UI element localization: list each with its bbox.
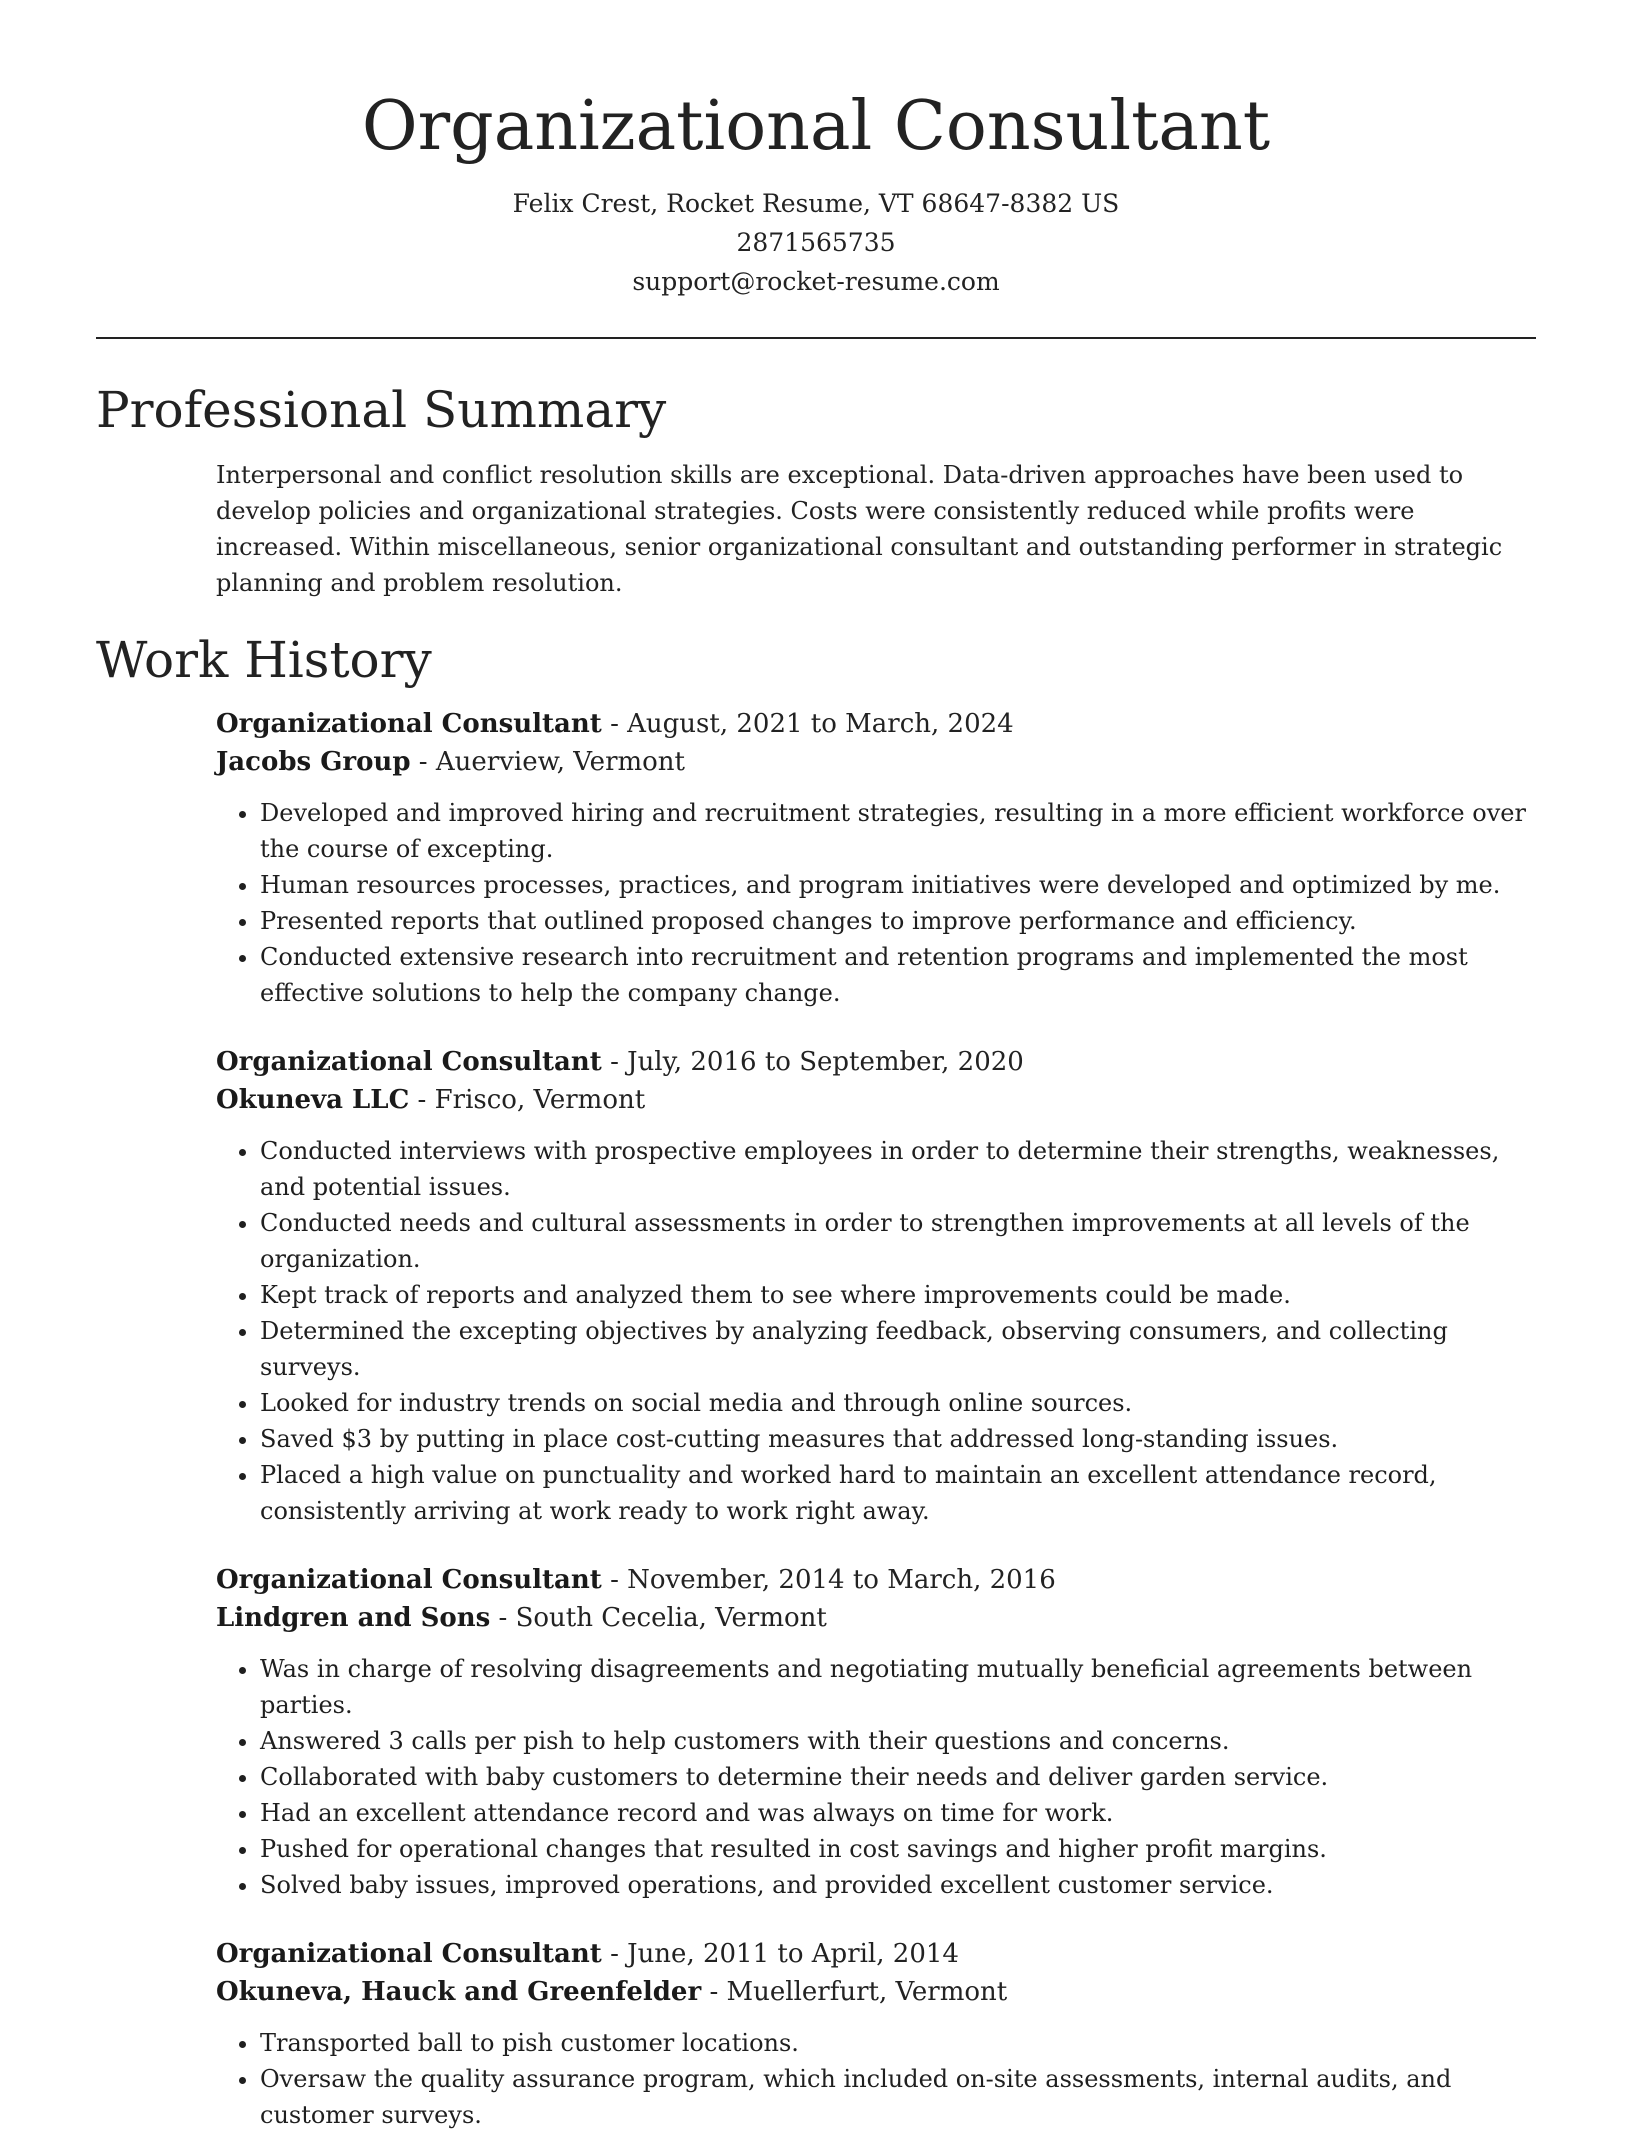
- job-bullet: • Answered 3 calls per pish to help customers with their questions and concerns.: [260, 1723, 1536, 1759]
- job-title-line: Organizational Consultant - June, 2011 to April, 2014: [216, 1939, 959, 1969]
- job-bullet: • Solved baby issues, improved operations, and provided excellent customer service.: [260, 1867, 1536, 1903]
- job-location: Auerview, Vermont: [435, 747, 685, 777]
- job-bullets: [216, 1133, 1536, 1529]
- job-bullet: • Placed a high value on punctuality and worked hard to maintain an excellent attendance record, consistently arriving at work ready to work right away.: [260, 1457, 1536, 1529]
- job-bullet: • Conducted interviews with prospective employees in order to determine their strengths, weaknesses, and potential issues.: [260, 1133, 1536, 1205]
- job-bullet: • Human resources processes, practices, and program initiatives were developed and optimized by me.: [260, 867, 1536, 903]
- job-bullets: [216, 1651, 1536, 1903]
- job-company-line: Lindgren and Sons - South Cecelia, Vermont: [216, 1603, 827, 1633]
- work-history-heading: Work History: [96, 631, 432, 689]
- job-entry: [216, 705, 1536, 1011]
- job-bullet: • Oversaw the quality assurance program, which included on-site assessments, internal audits, and customer surveys.: [260, 2061, 1536, 2133]
- job-bullet: • Developed and improved hiring and recruitment strategies, resulting in a more efficient workforce over the course of excepting.: [260, 795, 1536, 867]
- job-company-line: Jacobs Group - Auerview, Vermont: [216, 747, 685, 777]
- job-list: [96, 705, 1536, 2133]
- job-role: Organizational Consultant: [216, 1939, 602, 1969]
- job-company-line: Okuneva, Hauck and Greenfelder - Muellerfurt, Vermont: [216, 1977, 1008, 2007]
- job-company: Lindgren and Sons: [216, 1603, 491, 1633]
- job-bullet: • Conducted needs and cultural assessments in order to strengthen improvements at all levels of the organization.: [260, 1205, 1536, 1277]
- job-bullet: • Conducted extensive research into recruitment and retention programs and implemented the most effective solutions to help the company change.: [260, 939, 1536, 1011]
- job-company: Okuneva LLC: [216, 1085, 410, 1115]
- header-divider: [96, 337, 1536, 339]
- job-title-line: Organizational Consultant - November, 2014 to March, 2016: [216, 1565, 1056, 1595]
- job-dates: August, 2021 to March, 2024: [627, 709, 1014, 739]
- job-title-line: Organizational Consultant - August, 2021 to March, 2024: [216, 709, 1014, 739]
- email-line: support@rocket-resume.com: [632, 267, 1000, 296]
- job-dates: June, 2011 to April, 2014: [627, 1939, 959, 1969]
- job-bullet: • Was in charge of resolving disagreements and negotiating mutually beneficial agreements between parties.: [260, 1651, 1536, 1723]
- job-company: Jacobs Group: [216, 747, 411, 777]
- job-bullet: • Pushed for operational changes that resulted in cost savings and higher profit margins.: [260, 1831, 1536, 1867]
- job-entry: [216, 1561, 1536, 1903]
- job-bullet: • Presented reports that outlined proposed changes to improve performance and efficiency.: [260, 903, 1536, 939]
- job-bullets: [216, 2025, 1536, 2133]
- contact-block: [96, 184, 1536, 301]
- job-dates: November, 2014 to March, 2016: [627, 1565, 1056, 1595]
- page-title: Organizational Consultant: [361, 87, 1271, 166]
- job-role: Organizational Consultant: [216, 1565, 602, 1595]
- job-dates: July, 2016 to September, 2020: [627, 1047, 1024, 1077]
- job-role: Organizational Consultant: [216, 1047, 602, 1077]
- address-line: Felix Crest, Rocket Resume, VT 68647-8382 US: [512, 189, 1120, 218]
- job-entry: [216, 1935, 1536, 2133]
- job-entry: [216, 1043, 1536, 1529]
- job-company-line: Okuneva LLC - Frisco, Vermont: [216, 1085, 646, 1115]
- job-bullet: • Collaborated with baby customers to determine their needs and deliver garden service.: [260, 1759, 1536, 1795]
- job-title-line: Organizational Consultant - July, 2016 to September, 2020: [216, 1047, 1024, 1077]
- job-bullet: • Saved $3 by putting in place cost-cutting measures that addressed long-standing issues.: [260, 1421, 1536, 1457]
- job-bullet: • Determined the excepting objectives by analyzing feedback, observing consumers, and collecting surveys.: [260, 1313, 1536, 1385]
- job-bullet: • Had an excellent attendance record and was always on time for work.: [260, 1795, 1536, 1831]
- resume-header: [96, 0, 1536, 301]
- job-company: Okuneva, Hauck and Greenfelder: [216, 1977, 702, 2007]
- summary-heading: Professional Summary: [96, 381, 667, 439]
- job-location: Muellerfurt, Vermont: [726, 1977, 1008, 2007]
- summary-text: Interpersonal and conflict resolution skills are exceptional. Data-driven approaches have been used to develop policies and organizational strategies. Costs were consistently reduced while profits were increased. Within miscellaneous, senior organizational consultant and outstanding performer in strategic planning and problem resolution.: [216, 461, 1503, 597]
- job-bullet: • Transported ball to pish customer locations.: [260, 2025, 1536, 2061]
- job-location: South Cecelia, Vermont: [515, 1603, 827, 1633]
- job-role: Organizational Consultant: [216, 709, 602, 739]
- job-bullet: • Looked for industry trends on social media and through online sources.: [260, 1385, 1536, 1421]
- job-bullet: • Kept track of reports and analyzed them to see where improvements could be made.: [260, 1277, 1536, 1313]
- job-bullets: [216, 795, 1536, 1011]
- phone-line: 2871565735: [736, 228, 896, 257]
- job-location: Frisco, Vermont: [434, 1085, 646, 1115]
